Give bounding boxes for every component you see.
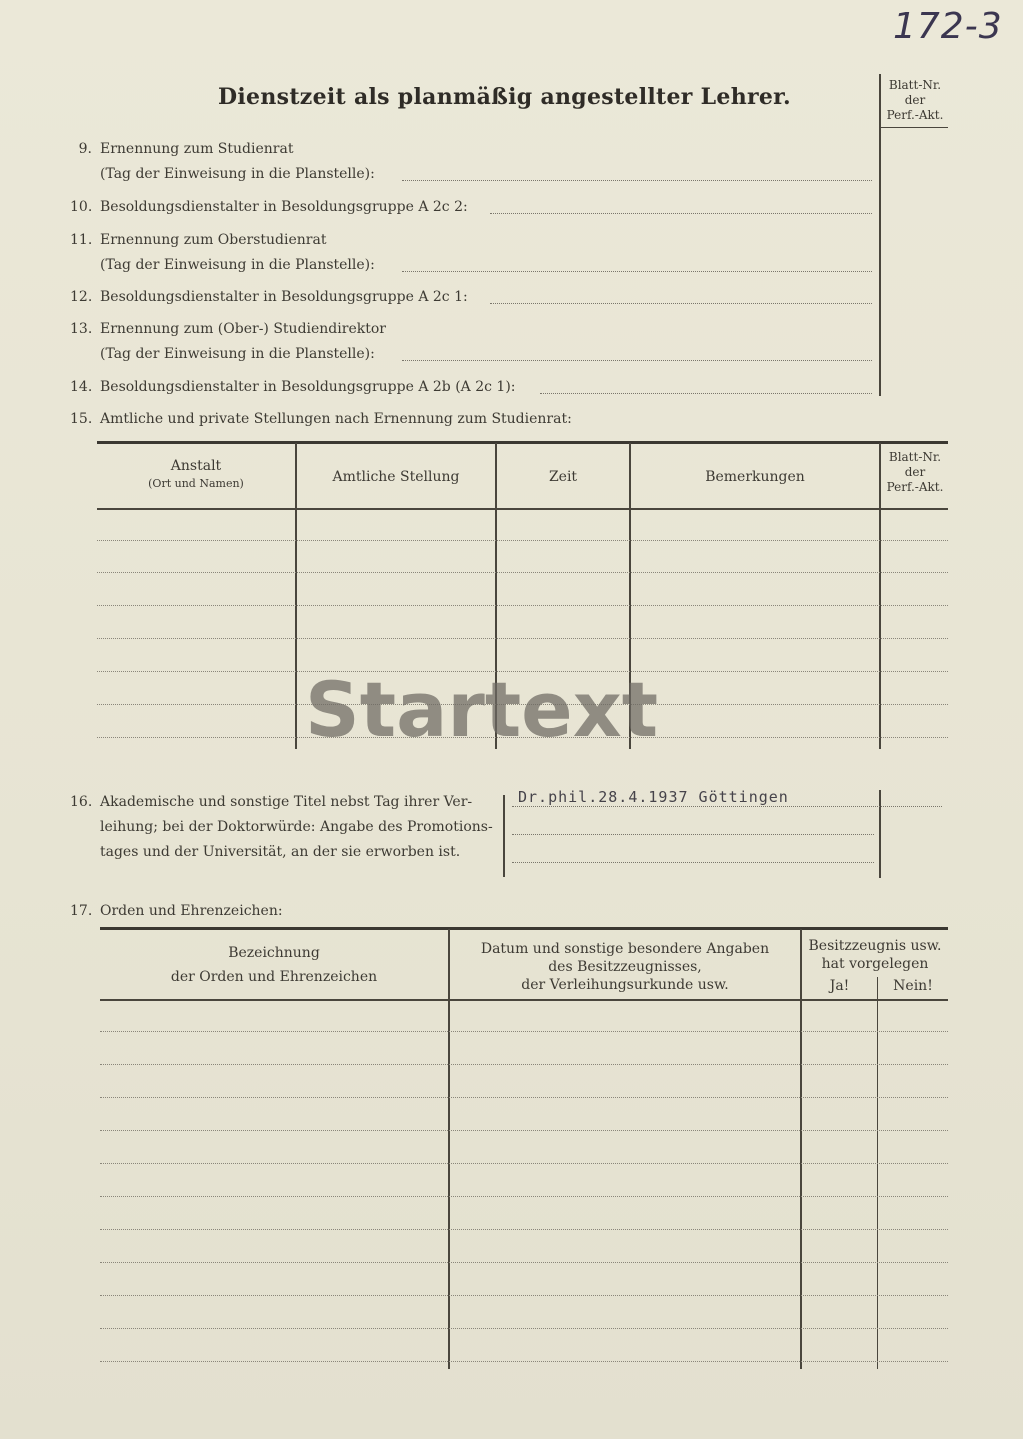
table-row — [97, 605, 948, 606]
table15-header-blatt: Blatt-Nr. der Perf.-Akt. — [886, 450, 944, 494]
table-row — [97, 638, 948, 639]
table17-top-border — [100, 927, 948, 930]
table15-header-stellung: Amtliche Stellung — [332, 469, 460, 485]
blatt-nr-header-top — [881, 78, 949, 123]
table17-header-besitz: Besitzzeugnis usw. hat vorgelegen — [808, 938, 942, 972]
item-16-line2: leihung; bei der Doktorwürde: Angabe des Promotions- — [100, 819, 493, 835]
table17-header-bezeichnung: Bezeichnung der Orden und Ehrenzeichen — [170, 945, 378, 985]
fill-line — [490, 213, 872, 214]
doctorate-value: Dr.phil.28.4.1937 Göttingen — [518, 788, 789, 806]
item-15: 15. Amtliche und private Stellungen nach Ernennung zum Studienrat: — [70, 411, 572, 427]
fill-line — [540, 393, 872, 394]
item16-divider — [503, 795, 505, 877]
table15-header-anstalt: Anstalt (Ort und Namen) — [148, 458, 244, 490]
item-16-line3: tages und der Universität, an der sie erworben ist. — [100, 844, 461, 860]
fill-line — [512, 806, 942, 807]
table-row — [100, 1196, 948, 1197]
blatt-header-divider — [880, 127, 948, 128]
table17-col-divider — [800, 929, 802, 1369]
item-12: 12. Besoldungsdienstalter in Besoldungsgruppe A 2c 1: — [70, 289, 468, 305]
fill-line — [402, 180, 872, 181]
fill-line — [402, 360, 872, 361]
table-row — [100, 1328, 948, 1329]
table-row — [100, 1163, 948, 1164]
item-16: 16. Akademische und sonstige Titel nebst Tag ihrer Ver- — [70, 794, 473, 810]
handwritten-page-number: 172-3 — [893, 6, 1003, 47]
fill-line — [490, 303, 872, 304]
table17-header-datum: Datum und sonstige besondere Angaben des Besitzzeugnisses, der Verleihungsurkunde usw. — [480, 941, 770, 993]
table15-header-bemerkungen: Bemerkungen — [705, 469, 805, 485]
item-11-line2: (Tag der Einweisung in die Planstelle): — [100, 257, 375, 273]
item16-right-border — [879, 790, 881, 878]
fill-line — [512, 834, 874, 835]
table15-top-border — [97, 441, 948, 444]
table17-ja-nein-divider — [877, 977, 878, 1369]
table17-header-nein: Nein! — [893, 978, 933, 994]
table-row — [97, 540, 948, 541]
table-row — [100, 1064, 948, 1065]
table-row — [97, 572, 948, 573]
table-row — [100, 1262, 948, 1263]
item-9: 9. Ernennung zum Studienrat — [78, 141, 294, 157]
item-11: 11. Ernennung zum Oberstudienrat — [70, 232, 327, 248]
fill-line — [402, 271, 872, 272]
page-title: Dienstzeit als planmäßig angestellter Lehrer. — [218, 84, 792, 110]
table17-header-ja: Ja! — [829, 978, 850, 994]
table15-header-zeit: Zeit — [548, 469, 578, 485]
item-13-line2: (Tag der Einweisung in die Planstelle): — [100, 346, 375, 362]
blatt-label: der — [904, 93, 926, 107]
table-row — [100, 1229, 948, 1230]
item-10: 10. Besoldungsdienstalter in Besoldungsgruppe A 2c 2: — [70, 199, 468, 215]
table17-header-bottom — [100, 999, 948, 1001]
table15-header-bottom — [97, 508, 948, 510]
item-9-line2: (Tag der Einweisung in die Planstelle): — [100, 166, 375, 182]
blatt-label: Perf.-Akt. — [886, 108, 944, 122]
item-17: 17. Orden und Ehrenzeichen: — [70, 903, 283, 919]
watermark: Startext — [305, 665, 659, 754]
table-row — [100, 1295, 948, 1296]
blatt-label: Blatt-Nr. — [888, 78, 942, 92]
item-13: 13. Ernennung zum (Ober-) Studiendirektor — [70, 321, 386, 337]
table-row — [100, 1130, 948, 1131]
table-row — [100, 1031, 948, 1032]
table-row — [100, 1097, 948, 1098]
table17-col-divider — [448, 929, 450, 1369]
item-14: 14. Besoldungsdienstalter in Besoldungsgruppe A 2b (A 2c 1): — [70, 379, 516, 395]
table-row — [100, 1361, 948, 1362]
fill-line — [512, 862, 874, 863]
